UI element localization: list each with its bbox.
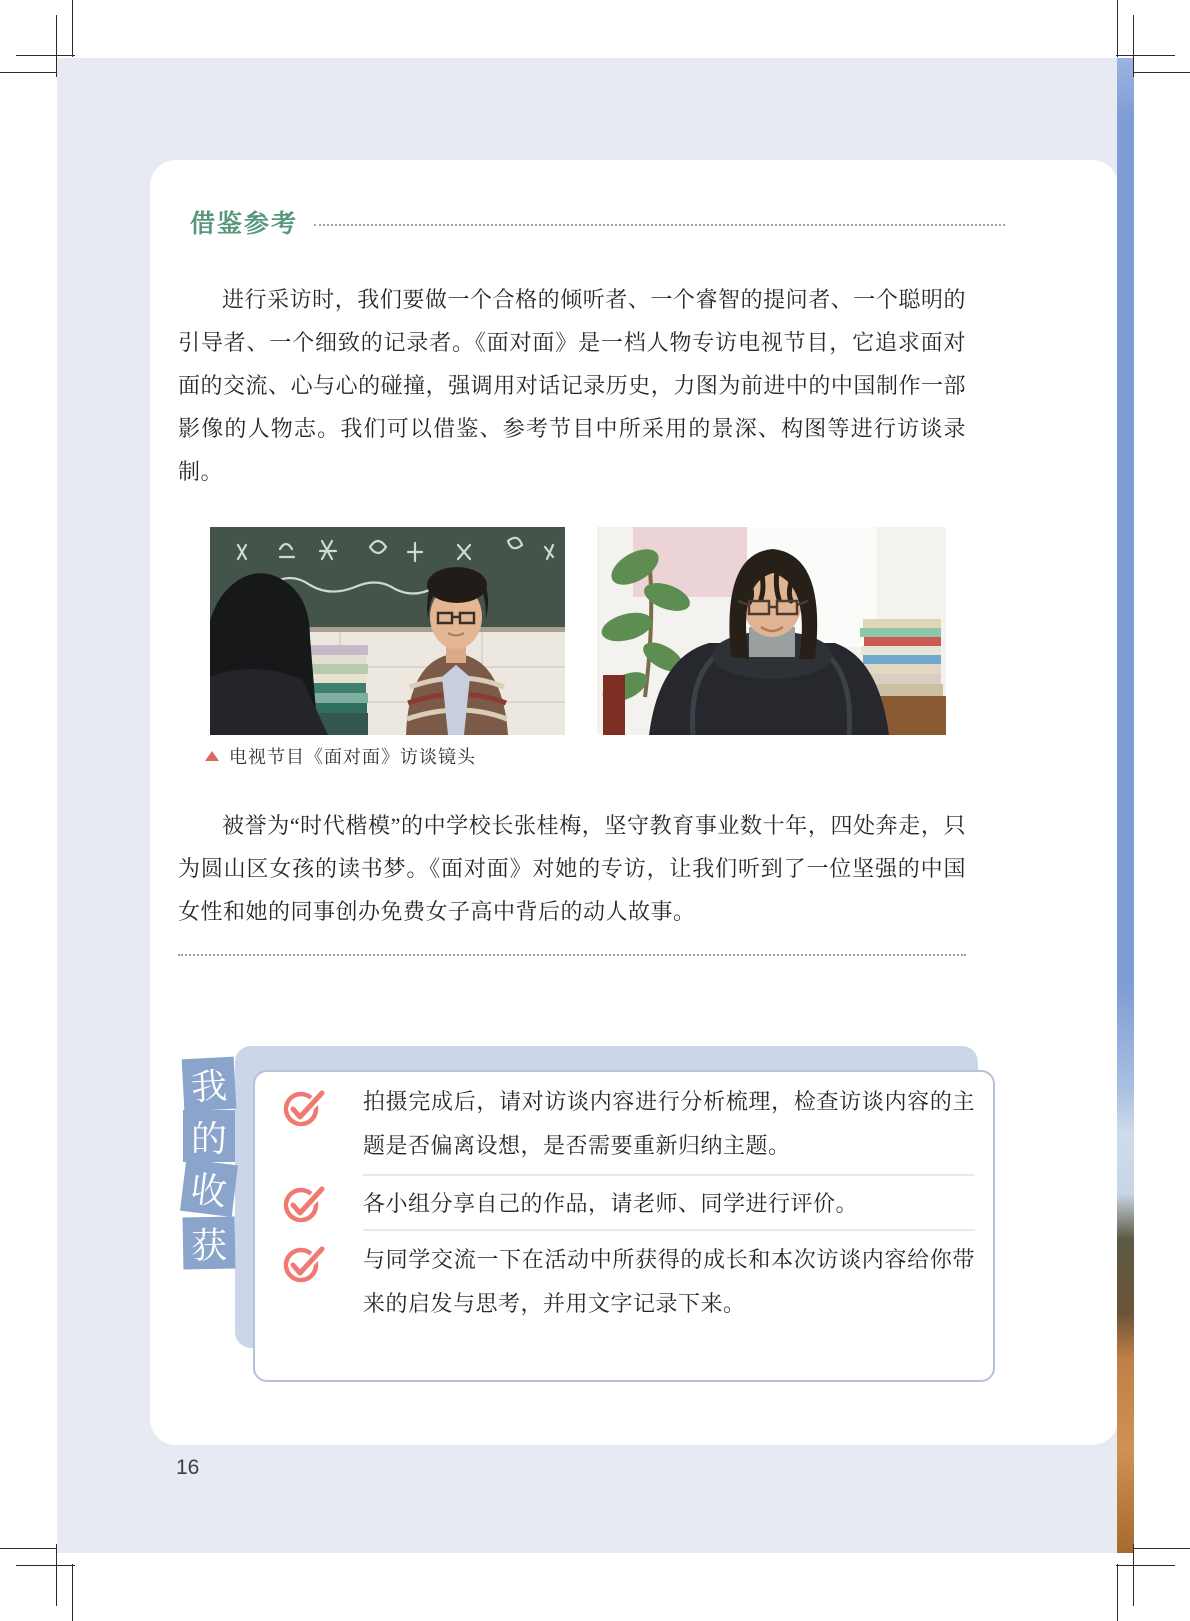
checklist-item [255, 1238, 993, 1326]
crop-mark [1133, 72, 1190, 73]
crop-mark [16, 55, 75, 56]
chair-back [603, 675, 625, 735]
checklist-item [255, 1182, 993, 1226]
harvest-label-tile: 收 [180, 1159, 238, 1217]
page-number: 16 [176, 1456, 200, 1479]
crop-mark [1117, 1564, 1118, 1621]
photo-caption-row [205, 743, 476, 769]
page-edge-photo-strip [1117, 58, 1134, 1553]
checklist-item-text: 与同学交流一下在活动中所获得的成长和本次访谈内容给你带来的启发与思考，并用文字记录下来。 [363, 1247, 975, 1316]
crop-mark [1133, 1544, 1134, 1606]
item-divider [363, 1229, 975, 1231]
crop-mark [56, 15, 57, 77]
checklist-item-text: 各小组分享自己的作品，请老师、同学进行评价。 [363, 1191, 859, 1216]
body-paragraph-1: 进行采访时，我们要做一个合格的倾听者、一个睿智的提问者、一个聪明的引导者、一个细致的记录者。《面对面》是一档人物专访电视节目，它追求面对面的交流、心与心的碰撞，强调用对话记录历史，力图为前进中的中国制作一部影像的人物志。我们可以借鉴、参考节目中所采用的景深、构图等进行访谈录制。 [178, 287, 966, 484]
harvest-checklist-box [253, 1070, 995, 1382]
crop-mark [0, 1548, 57, 1549]
check-circle-icon [281, 1086, 327, 1128]
item-divider [363, 1174, 975, 1176]
crop-mark [0, 72, 57, 73]
checklist-item [255, 1080, 993, 1168]
triangle-up-icon [205, 751, 219, 761]
check-circle-icon [281, 1182, 327, 1224]
check-circle-icon [281, 1242, 327, 1284]
body-paragraph-2: 被誉为“时代楷模”的中学校长张桂梅，坚守教育事业数十年，四处奔走，只为圆山区女孩的读书梦。《面对面》对她的专访，让我们听到了一位坚强的中国女性和她的同事创办免费女子高中背后的动人故事。 [178, 813, 966, 924]
photo-row [210, 527, 946, 735]
harvest-label-tile: 的 [183, 1110, 235, 1162]
harvest-label-tile: 我 [182, 1057, 237, 1112]
crop-mark [72, 0, 73, 57]
section-title: 借鉴参考 [190, 210, 299, 238]
crop-mark [1116, 55, 1175, 56]
dotted-divider [178, 954, 966, 956]
crop-mark [72, 1564, 73, 1621]
crop-mark [1116, 1565, 1175, 1566]
harvest-label-tile: 获 [183, 1217, 236, 1270]
interview-photo-left [210, 527, 565, 735]
crop-mark [1133, 1548, 1190, 1549]
crop-mark [1133, 15, 1134, 77]
crop-mark [56, 1544, 57, 1606]
crop-mark [1117, 0, 1118, 57]
photo-caption: 电视节目《面对面》访谈镜头 [229, 747, 476, 767]
crop-mark [16, 1565, 75, 1566]
content-card [150, 160, 1118, 1445]
checklist-item-text: 拍摄完成后，请对访谈内容进行分析梳理，检查访谈内容的主题是否偏离设想，是否需要重新归纳主题。 [363, 1089, 975, 1158]
dotted-rule [314, 224, 1005, 226]
interview-photo-right [597, 527, 946, 735]
section-header [190, 204, 1005, 240]
